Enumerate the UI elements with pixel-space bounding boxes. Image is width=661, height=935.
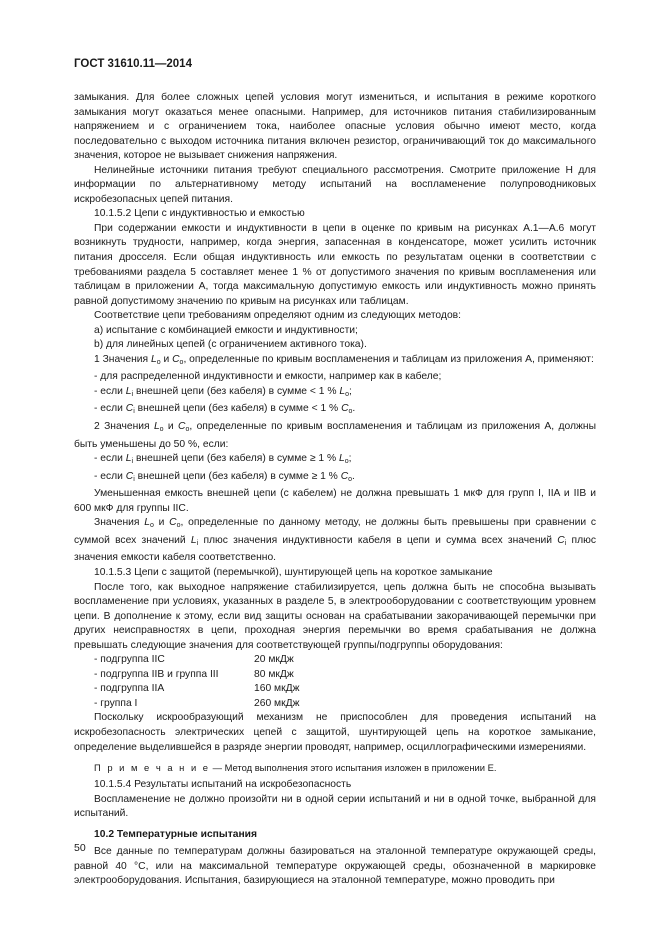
section-heading: 10.1.5.2 Цепи с индуктивностью и емкостью xyxy=(94,208,305,220)
paragraph: Значения $L_o$ и $C_o$, определенные по данному методу, не должны быть превышены при сравнении с суммой всех значений $L_i$ плюс значения индуктивности кабеля в цепи и сумма всех значений $C_i$ плюс значения емкости кабеля соответственно. xyxy=(74,517,597,564)
list-item: - если $C_i$ внешней цепи (без кабеля) в сумме ≥ 1 % $C_o$. xyxy=(94,470,355,483)
paragraph: Все данные по температурам должны базироваться на эталонной температуре окружающей среды, равной 40 °С, или на максимальной температуре окружающей среды, обозначенной в маркировке электрооборудования. Испытания, базирующиеся на эталонной температуре, можно проводить при xyxy=(74,846,596,887)
list-item: а) испытание с комбинацией емкости и индуктивности; xyxy=(94,324,358,336)
note: П р и м е ч а н и е — Метод выполнения этого испытания изложен в приложении Е. xyxy=(94,762,497,774)
paragraph: 1 Значения $L_o$ и $C_o$, определенные по кривым воспламенения и таблицам из приложения А, применяют: xyxy=(94,353,594,366)
section-heading: 10.2 Температурные испытания xyxy=(94,828,258,840)
paragraph: замыкания. Для более сложных цепей условия могут измениться, и испытания в режиме короткого замыкания могут оказаться менее опасными. Например, для источников питания стабилизированным напряжением и с ограничением тока, наиболее опасные условия обычно имеют место, когда последовательно с выходом источника питания включен резистор, ограничивающий ток до максимального значения, которое не вызывает снижения напряжения. xyxy=(74,92,596,162)
paragraph: Поскольку искрообразующий механизм не приспособлен для проведения испытаний на искробезопасность электрических цепей с защитой, шунтирующей цепь на короткое замыкание, определение выделившейся в разряде энергии проводят, например, осциллографическими измерениями. xyxy=(74,712,596,753)
list-item: - если $L_i$ внешней цепи (без кабеля) в сумме < 1 % $L_o$; xyxy=(94,385,352,398)
list-item: b) для линейных цепей (с ограничением активного тока). xyxy=(94,339,367,351)
paragraph: Соответствие цепи требованиям определяют одним из следующих методов: xyxy=(94,310,462,322)
list-item: - для распределенной индуктивности и емкости, например как в кабеле; xyxy=(94,371,442,383)
list-item: - если $L_i$ внешней цепи (без кабеля) в сумме ≥ 1 % $L_o$; xyxy=(94,453,352,466)
list-item: - если $C_i$ внешней цепи (без кабеля) в сумме < 1 % $C_o$. xyxy=(94,403,356,416)
paragraph: Воспламенение не должно произойти ни в одной серии испытаний и ни в одной точке, выбранной для испытаний. xyxy=(74,793,596,820)
page-number: 50 xyxy=(74,842,86,854)
section-heading: 10.1.5.4 Результаты испытаний на искробезопасность xyxy=(94,779,352,791)
list-item: - подгруппа IIC 20 мкДж xyxy=(94,654,294,666)
paragraph: 2 Значения $L_o$ и $C_o$, определенные по кривым воспламенения и таблицам из приложения А, должны быть уменьшены до 50 %, если: xyxy=(74,421,596,450)
document-header: ГОСТ 31610.11—2014 xyxy=(74,58,192,70)
list-item: - подгруппа IIA 160 мкДж xyxy=(94,683,300,695)
paragraph: Нелинейные источники питания требуют специального рассмотрения. Смотрите приложение Н для информации по альтернативному методу испытаний на воспламенение полупроводниковых искробезопасных цепей питания. xyxy=(74,164,596,205)
document-body xyxy=(74,91,596,889)
paragraph: Уменьшенная емкость внешней цепи (с кабелем) не должна превышать 1 мкФ для групп I, IIA и IIB и 600 мкФ для группы IIC. xyxy=(74,488,596,514)
paragraph: После того, как выходное напряжение стабилизируется, цепь должна быть не способна вызывать воспламенение при условиях, указанных в разделе 5, в электрооборудовании с соответствующим уровнем цепи. В дополнение к этому, если вид защиты основан на срабатывании закорачивающей перемычки при других неисправностях в цепи, проходная энергия перемычки во время срабатывания не должна превышать следующие значения для соответствующей группы/подгруппы оборудования: xyxy=(74,581,596,651)
section-heading: 10.1.5.3 Цепи с защитой (перемычкой), шунтирующей цепь на короткое замыкание xyxy=(94,566,493,578)
list-item: - подгруппа IIB и группа III 80 мкДж xyxy=(94,668,294,680)
list-item: - группа I 260 мкДж xyxy=(94,697,300,709)
energy-limits-list xyxy=(74,653,596,711)
paragraph: При содержании емкости и индуктивности в цепи в оценке по кривым на рисунках А.1—А.6 могут возникнуть трудности, например, когда энергия, запасенная в конденсаторе, может усилить источник питания дросселя. Если общая индуктивность или емкость по результатам оценки в соответствии с требованиями раздела 5 составляет менее 1 % от допустимого значения по кривым воспламенения или таблицам в приложении А, тогда максимальную допустимую емкость или индуктивность можно принять равной допустимому значению по кривым на рисунках или таблицам. xyxy=(74,222,596,307)
